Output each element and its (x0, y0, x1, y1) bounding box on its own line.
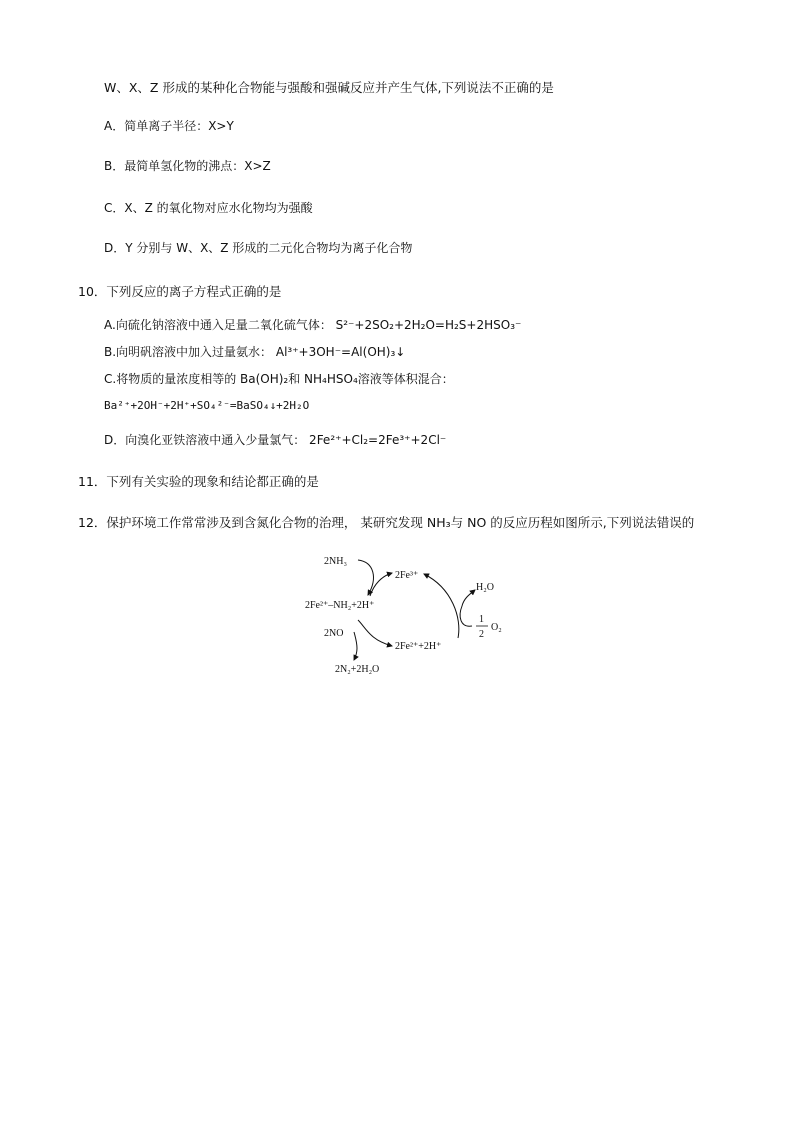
question-10-option-b: B.向明矾溶液中加入过量氨水： Al³⁺+3OH⁻=Al(OH)₃↓ (104, 345, 406, 359)
label-2nh3: 2NH₃ (324, 556, 347, 567)
label-2n2-2h2o: 2N₂+2H₂O (335, 664, 380, 675)
question-10-option-d: D．向溴化亚铁溶液中通入少量氯气： 2Fe²⁺+Cl₂=2Fe³⁺+2Cl⁻ (104, 433, 447, 447)
label-2fe3: 2Fe³⁺ (395, 570, 419, 581)
arrow-fe2-to-fe3 (424, 574, 459, 638)
label-half-denominator: 2 (479, 629, 484, 640)
label-half-numerator: 1 (479, 614, 484, 625)
question-9-stem: W、X、Z 形成的某种化合物能与强酸和强碱反应并产生气体,下列说法不正确的是 (104, 80, 554, 95)
question-11-stem: 11．下列有关实验的现象和结论都正确的是 (78, 474, 319, 489)
question-10-option-a: A.向硫化钠溶液中通入足量二氧化硫气体： S²⁻+2SO₂+2H₂O=H₂S+2HSO₃⁻ (104, 318, 522, 332)
question-12-stem: 12．保护环境工作常常涉及到含氮化合物的治理， 某研究发现 NH₃与 NO 的反应历程如图所示,下列说法错误的 (78, 515, 695, 530)
label-fe2-nh2-intermediate: 2Fe²⁺–NH₂+2H⁺ (305, 600, 375, 611)
question-10-option-c-line2: Ba²⁺+2OH⁻+2H⁺+SO₄²⁻=BaSO₄↓+2H₂O (104, 399, 310, 412)
label-2no: 2NO (324, 628, 344, 639)
question-10-option-c-line1: C.将物质的量浓度相等的 Ba(OH)₂和 NH₄HSO₄溶液等体积混合： (104, 372, 454, 386)
arrow-nh3-to-intermediate (358, 560, 373, 595)
question-9-option-d: D．Y 分别与 W、X、Z 形成的二元化合物均为离子化合物 (104, 241, 413, 255)
label-2fe2-2h: 2Fe²⁺+2H⁺ (395, 641, 442, 652)
arrow-o2-to-h2o (460, 590, 475, 626)
arrow-no-to-n2 (354, 632, 357, 660)
question-9-option-b: B．最简单氢化物的沸点：X>Z (104, 159, 271, 173)
question-10-stem: 10．下列反应的离子方程式正确的是 (78, 284, 282, 299)
label-o2: O₂ (491, 622, 502, 633)
question-9-option-a: A．简单离子半径：X>Y (104, 119, 234, 133)
arrow-intermediate-to-fe2 (358, 620, 392, 646)
question-9-option-c: C．X、Z 的氧化物对应水化物均为强酸 (104, 201, 313, 215)
reaction-cycle-diagram (300, 548, 520, 680)
label-h2o: H₂O (476, 582, 494, 593)
